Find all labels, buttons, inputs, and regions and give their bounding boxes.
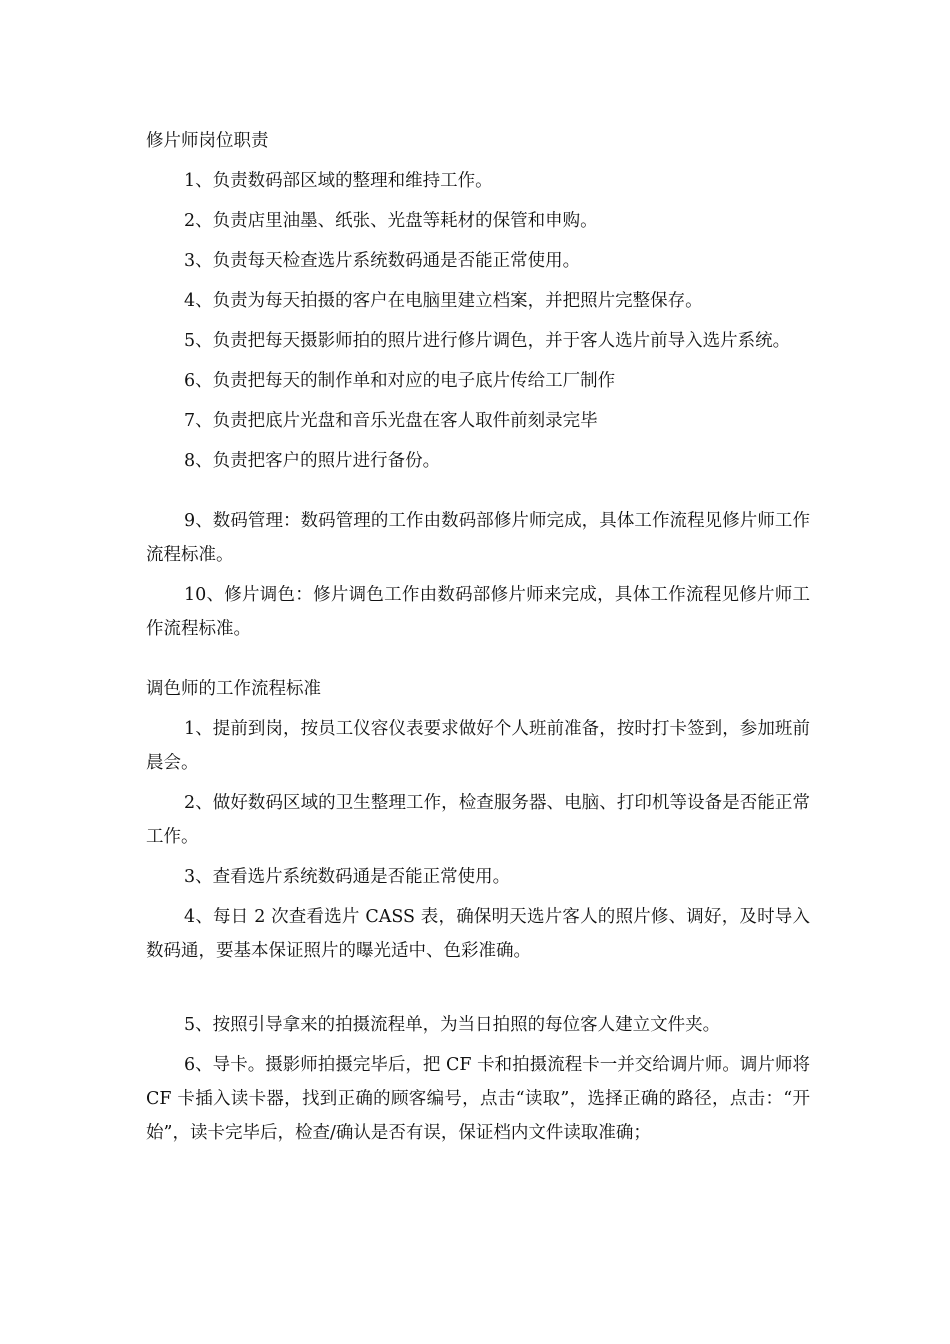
duty-item-10: 10、修片调色：修片调色工作由数码部修片师来完成，具体工作流程见修片师工作流程标准。 [146,585,810,639]
document-body [146,124,810,1150]
duty-item-9: 9、数码管理：数码管理的工作由数码部修片师完成，具体工作流程见修片师工作流程标准。 [146,511,810,565]
section-title-colorist-workflow: 调色师的工作流程标准 [146,679,321,699]
duty-item-3: 3、负责每天检查选片系统数码通是否能正常使用。 [184,251,581,271]
workflow-item-1: 1、提前到岗，按员工仪容仪表要求做好个人班前准备，按时打卡签到，参加班前晨会。 [146,719,810,773]
duty-item-5: 5、负责把每天摄影师拍的照片进行修片调色，并于客人选片前导入选片系统。 [184,331,791,351]
duty-item-7: 7、负责把底片光盘和音乐光盘在客人取件前刻录完毕 [184,411,598,431]
duty-item-1: 1、负责数码部区域的整理和维持工作。 [184,171,493,191]
duty-item-2: 2、负责店里油墨、纸张、光盘等耗材的保管和申购。 [184,211,598,231]
workflow-item-2: 2、做好数码区域的卫生整理工作，检查服务器、电脑、打印机等设备是否能正常工作。 [146,793,810,847]
workflow-item-6: 6、导卡。摄影师拍摄完毕后，把 CF 卡和拍摄流程卡一并交给调片师。调片师将 CF 卡插入读卡器，找到正确的顾客编号，点击“读取”，选择正确的路径，点击：“开始”，读卡完毕后，检查/确认是否有误，保证档内文件读取准确； [146,1055,810,1143]
workflow-item-5: 5、按照引导拿来的拍摄流程单，为当日拍照的每位客人建立文件夹。 [184,1015,721,1035]
duty-item-6: 6、负责把每天的制作单和对应的电子底片传给工厂制作 [184,371,616,391]
duty-item-4: 4、负责为每天拍摄的客户在电脑里建立档案，并把照片完整保存。 [184,291,703,311]
workflow-item-3: 3、查看选片系统数码通是否能正常使用。 [184,867,511,887]
duty-item-8: 8、负责把客户的照片进行备份。 [184,451,441,471]
section-title-retoucher-duties: 修片师岗位职责 [146,131,269,151]
workflow-item-4: 4、每日 2 次查看选片 CASS 表，确保明天选片客人的照片修、调好，及时导入数码通，要基本保证照片的曝光适中、色彩准确。 [146,907,810,961]
